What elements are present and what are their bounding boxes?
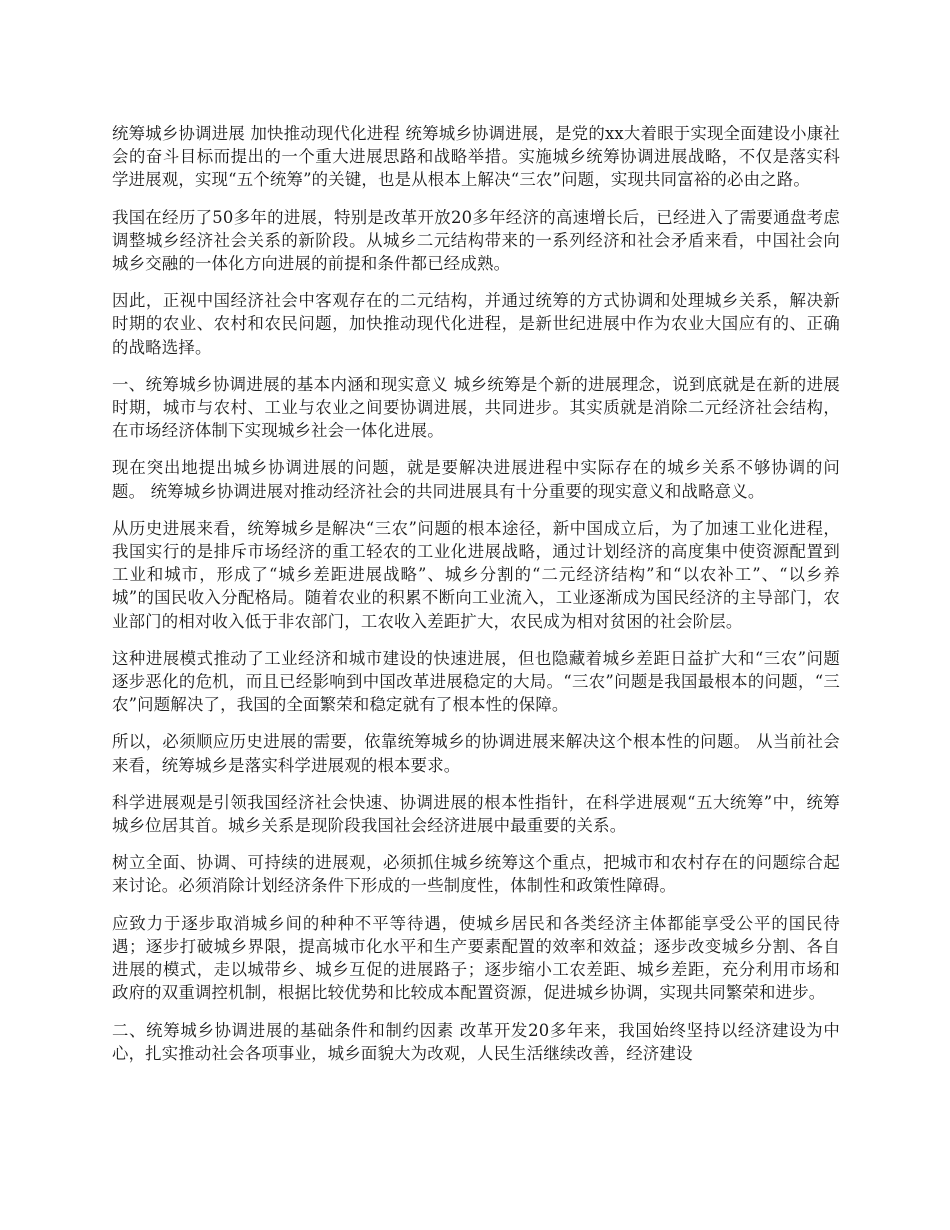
paragraph-section-1: 一、统筹城乡协调进展的基本内涵和现实意义 城乡统筹是个新的进展理念，说到底就是在新的进展时期，城市与农村、工业与农业之间要协调进展，共同进步。其实质就是消除二元经济社会结构，在市场经济体制下实现城乡社会一体化进展。 [112,374,840,441]
paragraph-development-mode: 这种进展模式推动了工业经济和城市建设的快速进展，但也隐藏着城乡差距日益扩大和“三农”问题逐步恶化的危机，而且已经影响到中国改革进展稳定的大局。“三农”问题是我国最根本的问题，“三农”问题解决了，我国的全面繁荣和稳定就有了根本性的保障。 [112,648,840,715]
paragraph-current-issue: 现在突出地提出城乡协调进展的问题，就是要解决进展进程中实际存在的城乡关系不够协调的问题。 统筹城乡协调进展对推动经济社会的共同进展具有十分重要的现实意义和战略意义。 [112,458,840,501]
paragraph-therefore: 所以，必须顺应历史进展的需要，依靠统筹城乡的协调进展来解决这个根本性的问题。 从当前社会来看，统筹城乡是落实科学进展观的根本要求。 [112,732,840,775]
paragraph-measures: 应致力于逐步取消城乡间的种种不平等待遇，使城乡居民和各类经济主体都能享受公平的国民待遇；逐步打破城乡界限，提高城市化水平和生产要素配置的效率和效益；逐步改变城乡分割、各自进展的模式，走以城带乡、城乡互促的进展路子；逐步缩小工农差距、城乡差距，充分利用市场和政府的双重调控机制，根据比较优势和比较成本配置资源，促进城乡协调，实现共同繁荣和进步。 [112,913,840,1003]
paragraph-strategy-choice: 因此，正视中国经济社会中客观存在的二元结构，并通过统筹的方式协调和处理城乡关系，解决新时期的农业、农村和农民问题，加快推动现代化进程，是新世纪进展中作为农业大国应有的、正确的战略选择。 [112,291,840,357]
paragraph-comprehensive-view: 树立全面、协调、可持续的进展观，必须抓住城乡统筹这个重点，把城市和农村存在的问题综合起来讨论。必须消除计划经济条件下形成的一些制度性，体制性和政策性障碍。 [112,853,840,896]
paragraph-new-stage: 我国在经历了50多年的进展，特别是改革开放20多年经济的高速增长后，已经进入了需要通盘考虑调整城乡经济社会关系的新阶段。从城乡二元结构带来的一系列经济和社会矛盾来看，中国社会向城乡交融的一体化方向进展的前提和条件都已经成熟。 [112,207,840,274]
document-body [112,122,840,1079]
paragraph-scientific-view: 科学进展观是引领我国经济社会快速、协调进展的根本性指针，在科学进展观“五大统筹”中，统筹城乡位居其首。城乡关系是现阶段我国社会经济进展中最重要的关系。 [112,792,840,836]
paragraph-section-2: 二、统筹城乡协调进展的基础条件和制约因素 改革开发20多年来，我国始终坚持以经济建设为中心，扎实推动社会各项事业，城乡面貌大为改观，人民生活继续改善，经济建设 [112,1020,840,1063]
paragraph-history: 从历史进展来看，统筹城乡是解决“三农”问题的根本途径，新中国成立后，为了加速工业化进程，我国实行的是排斥市场经济的重工轻农的工业化进展战略，通过计划经济的高度集中使资源配置到工业和城市，形成了“城乡差距进展战略”、城乡分割的“二元经济结构”和“以农补工”、“以乡养城”的国民收入分配格局。随着农业的积累不断向工业流入，工业逐渐成为国民经济的主导部门，农业部门的相对收入低于非农部门，工农收入差距扩大，农民成为相对贫困的社会阶层。 [112,518,840,631]
paragraph-intro: 统筹城乡协调进展 加快推动现代化进程 统筹城乡协调进展，是党的xx大着眼于实现全面建设小康社会的奋斗目标而提出的一个重大进展思路和战略举措。实施城乡统筹协调进展战略，不仅是落实科学进展观，实现“五个统筹”的关键，也是从根本上解决“三农”问题，实现共同富裕的必由之路。 [112,124,840,190]
